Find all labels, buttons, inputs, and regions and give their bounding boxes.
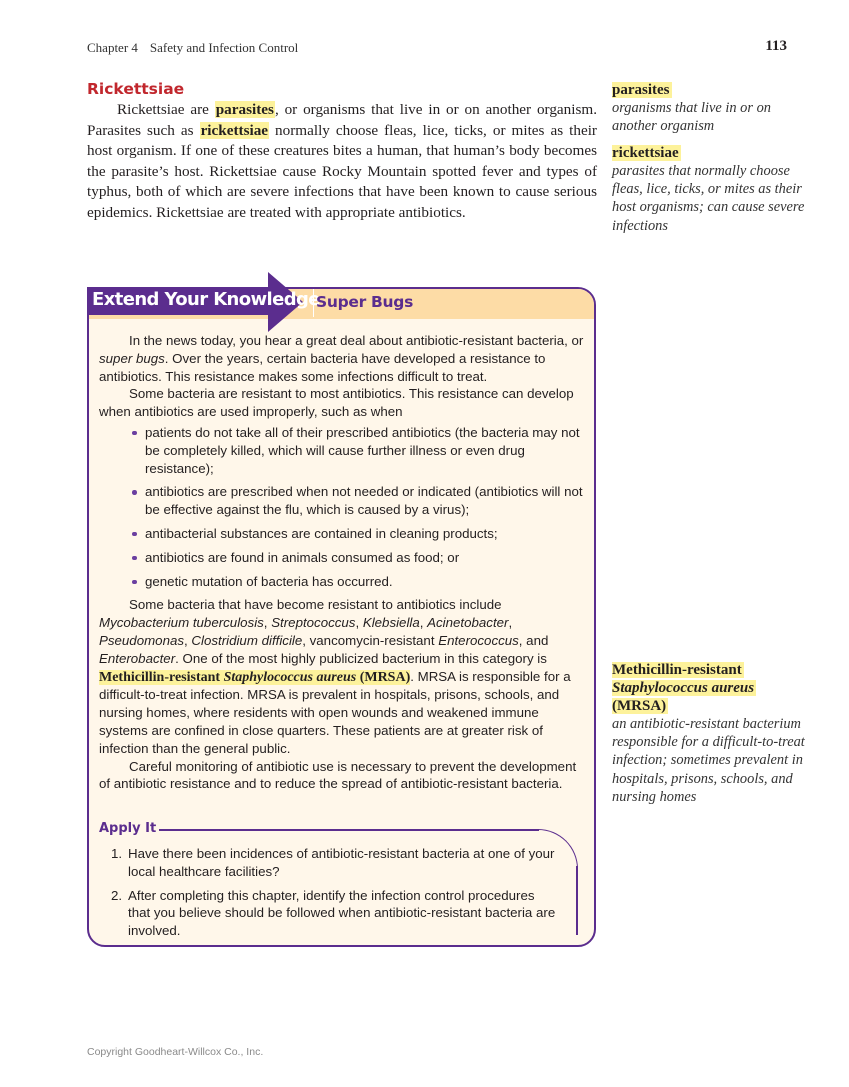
species-name: Enterobacter	[99, 650, 176, 666]
main-column	[87, 80, 597, 224]
apply-it-rule-vertical	[576, 866, 578, 935]
species-name: Acinetobacter	[427, 615, 509, 631]
keyword-rickettsiae[interactable]: rickettsiae	[200, 121, 269, 139]
item-text: Have there been incidences of antibiotic-resistant bacteria at one of your local healthcare facilities?	[128, 846, 555, 879]
box-paragraph: Some bacteria are resistant to most antibiotics. This resistance can develop when antibiotics are used improperly, such as when	[99, 386, 574, 420]
bullet-item: genetic mutation of bacteria has occurred.	[145, 573, 589, 591]
box-paragraph	[99, 332, 589, 385]
item-number: 1.	[111, 846, 123, 861]
glossary-entry-rickettsiae	[612, 144, 812, 235]
running-head	[87, 40, 298, 56]
species-name: Pseudomonas	[99, 632, 185, 648]
bullet-item: antibiotics are found in animals consumed as food; or	[145, 549, 589, 567]
text-run: Some bacteria that have become resistant to antibiotics include	[129, 597, 502, 613]
text-run: , or organisms that live in or on another organism. Parasites such as	[87, 101, 597, 139]
keyword-mrsa[interactable]	[99, 670, 410, 685]
text-run: . Over the years, certain bacteria have developed a resistance to antibiotics. This resistance makes some infections difficult to treat.	[99, 350, 546, 384]
text-run: ,	[355, 615, 363, 631]
glossary-term: rickettsiae	[612, 145, 679, 161]
apply-it-item	[111, 845, 556, 881]
species-name: Staphylococcus aureus	[223, 669, 357, 685]
text-run: . MRSA is responsible for a difficult-to-treat infection. MRSA is prevalent in hospitals, prisons, schools, and nursing homes, where residents with open wounds and weakened immune systems are confined in close quarters. These patients are at greater risk of infection than the general public.	[99, 668, 571, 756]
bullet-item: patients do not take all of their prescribed antibiotics (the bacteria may not be completely killed, which will cause further illness or even drug resistance);	[145, 424, 589, 477]
page-number: 113	[765, 38, 787, 54]
text-run: ,	[508, 615, 513, 631]
feature-box-body	[99, 332, 589, 793]
species-name: Clostridium difficile	[191, 632, 303, 648]
bullet-item: antibiotics are prescribed when not needed or indicated (antibiotics will not be effective against the flu, which is caused by a virus);	[145, 483, 589, 519]
section-heading: Rickettsiae	[87, 80, 185, 98]
apply-it-heading: Apply It	[99, 821, 157, 836]
text-run: (MRSA)	[356, 669, 411, 685]
species-name: Mycobacterium tuberculosis	[99, 615, 264, 631]
bullet-item: antibacterial substances are contained in cleaning products;	[145, 525, 589, 543]
copyright-footer: Copyright Goodheart-Willcox Co., Inc.	[87, 1046, 264, 1058]
emphasis: super bugs	[99, 350, 165, 366]
extend-knowledge-banner	[87, 272, 320, 332]
species-name: Enterococcus	[438, 632, 519, 648]
banner-label: Extend Your Knowledge	[92, 289, 320, 310]
text-run: Methicillin-resistant	[99, 669, 224, 685]
text-run: . One of the most highly publicized bacterium in this category is	[175, 650, 547, 666]
section-paragraph	[87, 100, 597, 224]
feature-box-title: Super Bugs	[316, 293, 414, 311]
text-run: normally choose fleas, lice, ticks, or mites as their host organism. If one of these creatures bites a human, that human’s body becomes the parasite’s host. Rickettsiae cause Rocky Mountain spotted fever and types of typhus, both of which are severe infections that have been known to cause serious epidemics. Rickettsiae are treated with appropriate antibiotics.	[87, 121, 597, 221]
item-number: 2.	[111, 887, 123, 903]
glossary-entry-mrsa	[612, 661, 812, 806]
box-paragraph	[99, 596, 589, 757]
apply-it-item	[111, 887, 556, 940]
text-run: ,	[184, 632, 192, 648]
glossary-term: Methicillin-resistant Staphylococcus aureus (MRSA)	[612, 662, 755, 714]
keyword-parasites[interactable]: parasites	[215, 101, 274, 118]
glossary-entry-parasites	[612, 81, 812, 135]
apply-it-list	[111, 845, 556, 946]
glossary-definition: an antibiotic-resistant bacterium responsible for a difficult-to-treat infection; sometimes prevalent in hospitals, prisons, schools, and nursing homes	[612, 716, 805, 805]
chapter-title: Safety and Infection Control	[149, 40, 299, 55]
text-run: , and	[518, 632, 549, 648]
item-text: After completing this chapter, identify the infection control procedures that you believe should be followed when antibiotic-resistant bacteria are involved.	[128, 887, 556, 939]
species-name: Klebsiella	[362, 615, 420, 631]
text-run: , vancomycin-resistant	[302, 632, 439, 648]
glossary-term: parasites	[612, 82, 670, 98]
bullet-list	[99, 424, 589, 590]
apply-it-rule	[159, 829, 539, 831]
species-name: Streptococcus	[271, 615, 356, 631]
text-run: ,	[263, 615, 272, 631]
glossary-definition: parasites that normally choose fleas, lice, ticks, or mites as their host organisms; can cause severe infections	[612, 163, 805, 234]
box-paragraph: Careful monitoring of antibiotic use is necessary to prevent the development of antibiotic resistance and to reduce the spread of antibiotic-resistant bacteria.	[99, 758, 577, 792]
text-run: Rickettsiae are	[117, 101, 215, 118]
glossary-definition: organisms that live in or on another organism	[612, 100, 771, 135]
text-run: ,	[419, 615, 428, 631]
chapter-label: Chapter 4	[87, 40, 138, 55]
text-run: In the news today, you hear a great deal about antibiotic-resistant bacteria, or	[129, 333, 584, 348]
